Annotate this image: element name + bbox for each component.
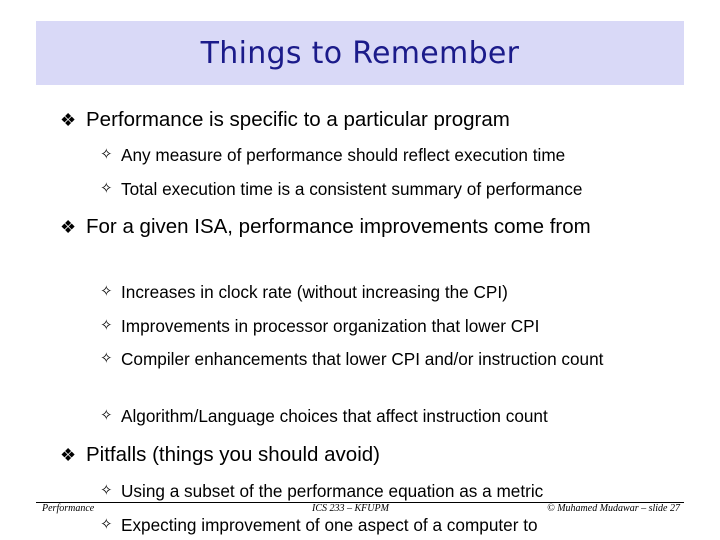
- sub-bullet-item: [100, 513, 680, 537]
- sub-bullet-text: Increases in clock rate (without increasing the CPI): [121, 282, 508, 302]
- sub-bullet-text: Expecting improvement of one aspect of a computer to: [121, 515, 538, 535]
- diamond-bullet-icon: ❖: [60, 110, 77, 130]
- slide-title: Things to Remember: [200, 35, 520, 71]
- four-point-star-icon: ✧: [100, 482, 113, 499]
- sub-bullet-item: [100, 347, 660, 371]
- bullet-text: For a given ISA, performance improvements come from: [86, 215, 591, 238]
- footer-center: ICS 233 – KFUPM: [312, 503, 389, 514]
- sub-bullet-item: [100, 314, 680, 338]
- footer-right: © Muhamed Mudawar – slide 27: [547, 503, 680, 514]
- sub-bullet-item: [100, 479, 680, 503]
- four-point-star-icon: ✧: [100, 146, 113, 163]
- four-point-star-icon: ✧: [100, 317, 113, 334]
- bullet-item: [60, 441, 700, 469]
- sub-bullet-text: Total execution time is a consistent summary of performance: [121, 179, 583, 199]
- sub-bullet-text: Improvements in processor organization that lower CPI: [121, 316, 540, 336]
- four-point-star-icon: ✧: [100, 283, 113, 300]
- sub-bullet-text: Any measure of performance should reflect execution time: [121, 145, 566, 165]
- diamond-bullet-icon: ❖: [60, 445, 77, 465]
- sub-bullet-item: [100, 404, 680, 428]
- four-point-star-icon: ✧: [100, 350, 113, 367]
- four-point-star-icon: ✧: [100, 516, 113, 533]
- sub-bullet-text: Compiler enhancements that lower CPI and/or instruction count: [121, 349, 604, 369]
- sub-bullet-item: [100, 177, 680, 201]
- footer-left: Performance: [42, 503, 95, 514]
- sub-bullet-item: [100, 143, 680, 167]
- sub-bullet-item: [100, 280, 680, 304]
- bullet-text: Performance is specific to a particular program: [86, 108, 510, 131]
- four-point-star-icon: ✧: [100, 407, 113, 424]
- bullet-item: [60, 106, 700, 134]
- title-bar: [36, 21, 684, 85]
- bullet-item: [60, 213, 660, 241]
- sub-bullet-text: Algorithm/Language choices that affect instruction count: [121, 406, 548, 426]
- four-point-star-icon: ✧: [100, 180, 113, 197]
- sub-bullet-text: Using a subset of the performance equation as a metric: [121, 481, 544, 501]
- diamond-bullet-icon: ❖: [60, 217, 77, 237]
- bullet-text: Pitfalls (things you should avoid): [86, 443, 380, 466]
